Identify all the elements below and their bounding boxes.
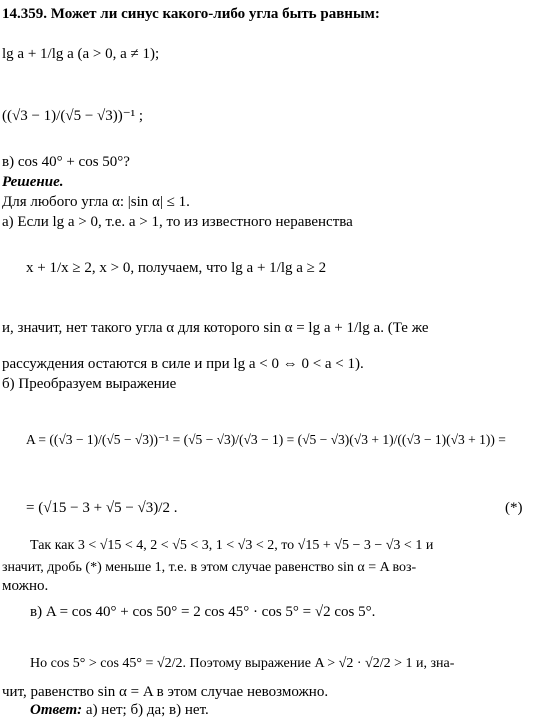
solution-line-12: в) A = cos 40° + cos 50° = 2 cos 45° · cos 5° = √2 cos 5°.	[30, 604, 376, 620]
solution-line-11: можно.	[2, 578, 49, 594]
answer-label: Ответ:	[30, 702, 83, 718]
problem-number: 14.359.	[2, 6, 47, 22]
solution-line-14: чит, равенство sin α = A в этом случае невозможно.	[2, 684, 329, 700]
solution-line-5: рассуждения остаются в силе и при lg a < 0 ⇔ 0 < a < 1).	[2, 356, 364, 372]
solution-heading: Решение.	[2, 174, 64, 190]
item-v	[2, 154, 533, 171]
formula-tag: (*)	[505, 500, 523, 516]
answer-text: а) нет; б) да; в) нет.	[85, 702, 209, 718]
problem-header	[2, 6, 533, 23]
solution-line-8: = (√15 − 3 + √5 − √3)/2 .	[26, 500, 178, 516]
solution-line-6: б) Преобразуем выражение	[2, 376, 177, 392]
solution-line-7: A = ((√3 − 1)/(√5 − √3))⁻¹ = (√5 − √3)/(√3 − 1) = (√5 − √3)(√3 + 1)/((√3 − 1)(√3 + 1)) =	[26, 432, 506, 447]
item-b-expr: ((√3 − 1)/(√5 − √3))⁻¹ ;	[2, 108, 144, 124]
item-a	[2, 46, 533, 63]
solution-line-10: значит, дробь (*) меньше 1, т.е. в этом случае равенство sin α = A воз-	[2, 560, 417, 575]
item-b	[2, 106, 533, 125]
item-v-expr: в) cos 40° + cos 50°?	[2, 154, 130, 170]
solution-line-1: Для любого угла α: |sin α| ≤ 1.	[2, 194, 190, 210]
problem-question: Может ли синус какого-либо угла быть равным:	[50, 6, 380, 22]
answer-line	[30, 702, 533, 719]
solution-line-4: и, значит, нет такого угла α для которого sin α = lg a + 1/lg a. (Те же	[2, 320, 429, 336]
solution-line-9: Так как 3 < √15 < 4, 2 < √5 < 3, 1 < √3 < 2, то √15 + √5 − 3 − √3 < 1 и	[30, 538, 434, 553]
solution-line-2: а) Если lg a > 0, т.е. a > 1, то из известного неравенства	[2, 214, 353, 230]
item-a-expr: lg a + 1/lg a (a > 0, a ≠ 1);	[2, 46, 160, 62]
solution-line-13: Но cos 5° > cos 45° = √2/2. Поэтому выражение A > √2 · √2/2 > 1 и, зна-	[30, 656, 455, 671]
solution-line-3: x + 1/x ≥ 2, x > 0, получаем, что lg a + 1/lg a ≥ 2	[26, 260, 327, 276]
